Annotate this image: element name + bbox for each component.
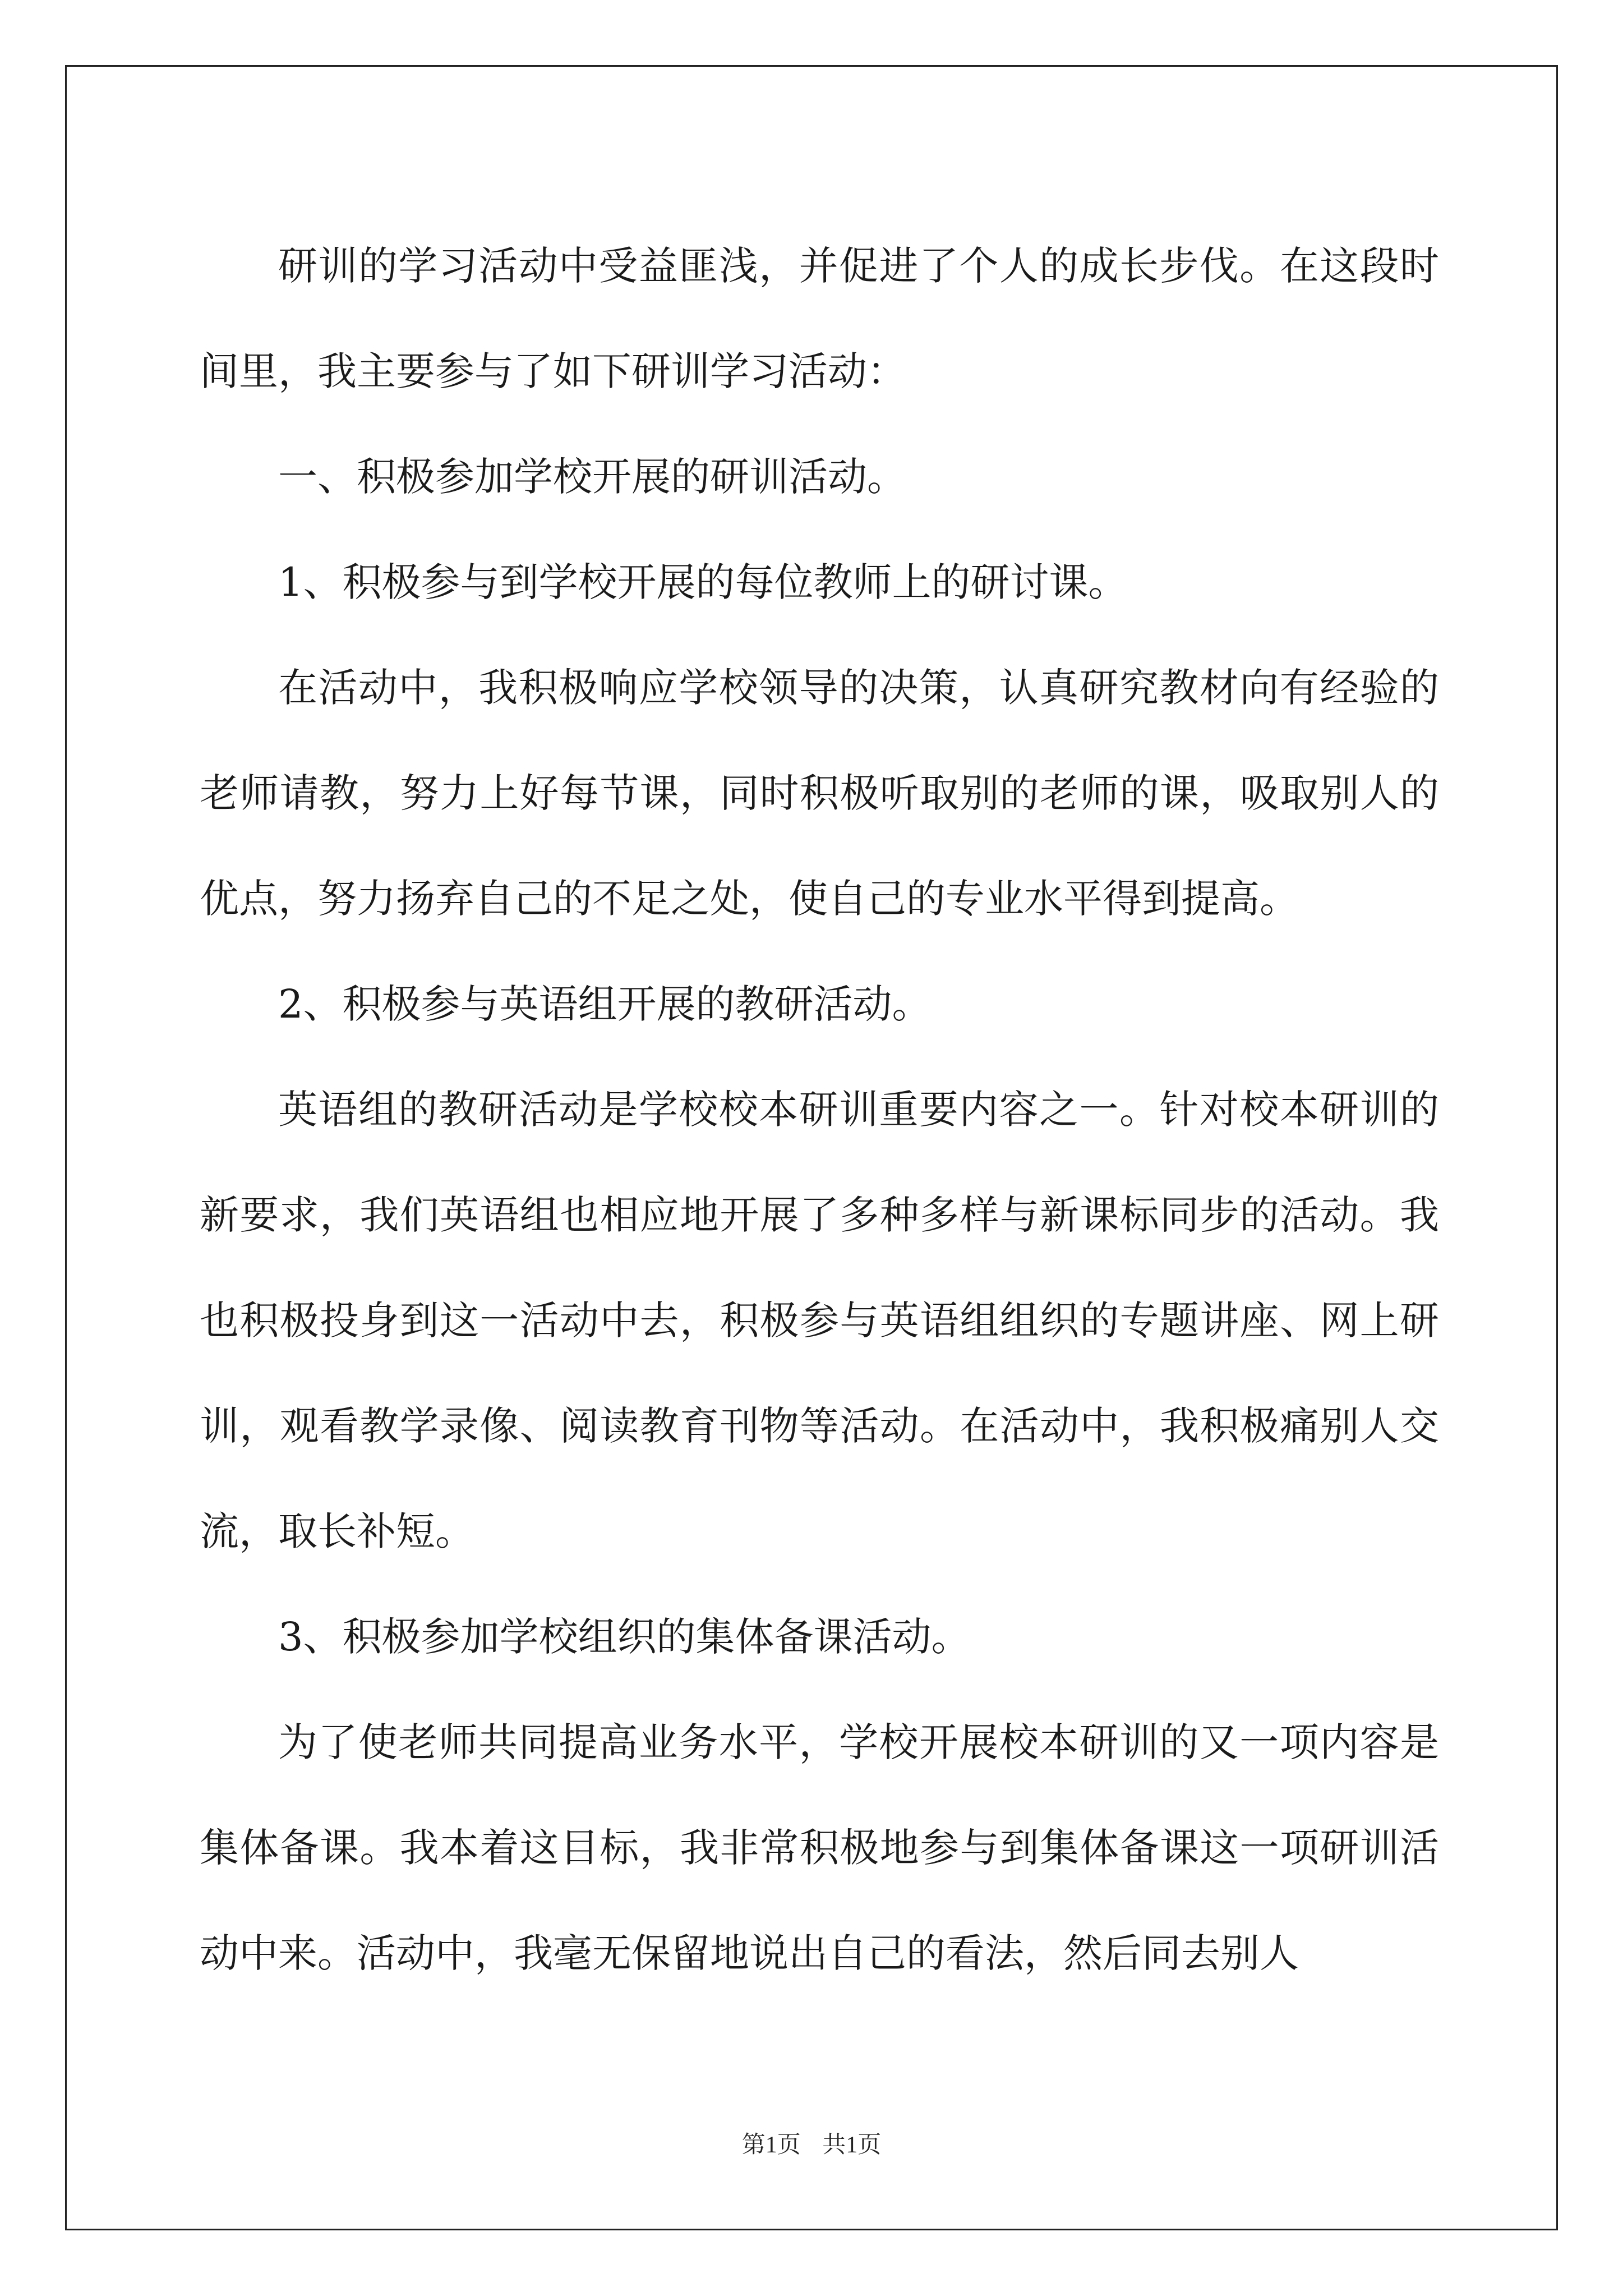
paragraph-1: 研训的学习活动中受益匪浅，并促进了个人的成长步伐。在这段时间里，我主要参与了如下研训学习活动： — [200, 243, 1439, 394]
item-heading-1: 1、积极参与到学校开展的每位教师上的研讨课。 — [278, 559, 1128, 605]
item-heading-3: 3、积极参加学校组织的集体备课活动。 — [278, 1614, 971, 1660]
item-heading-2: 2、积极参与英语组开展的教研活动。 — [278, 981, 932, 1027]
paragraph-4: 为了使老师共同提高业务水平，学校开展校本研训的又一项内容是集体备课。我本着这目标，我非常积极地参与到集体备课这一项研训活动中来。活动中，我毫无保留地说出自己的看法，然后同去别人 — [200, 1719, 1439, 1976]
document-body — [200, 213, 1439, 2006]
page-footer — [0, 2126, 1623, 2160]
paragraph-2: 在活动中，我积极响应学校领导的决策，认真研究教材向有经验的老师请教，努力上好每节课，同时积极听取别的老师的课，吸取别人的优点，努力扬弃自己的不足之处，使自己的专业水平得到提高。 — [200, 665, 1439, 922]
page-total: 共1页 — [822, 2132, 882, 2158]
paragraph-3: 英语组的教研活动是学校校本研训重要内容之一。针对校本研训的新要求，我们英语组也相应地开展了多种多样与新课标同步的活动。我也积极投身到这一活动中去，积极参与英语组组织的专题讲座、网上研训，观看教学录像、阅读教育刊物等活动。在活动中，我积极痛别人交流，取长补短。 — [200, 1087, 1439, 1554]
heading-section-1: 一、积极参加学校开展的研训活动。 — [278, 454, 906, 500]
page-number: 第1页 — [741, 2132, 801, 2158]
